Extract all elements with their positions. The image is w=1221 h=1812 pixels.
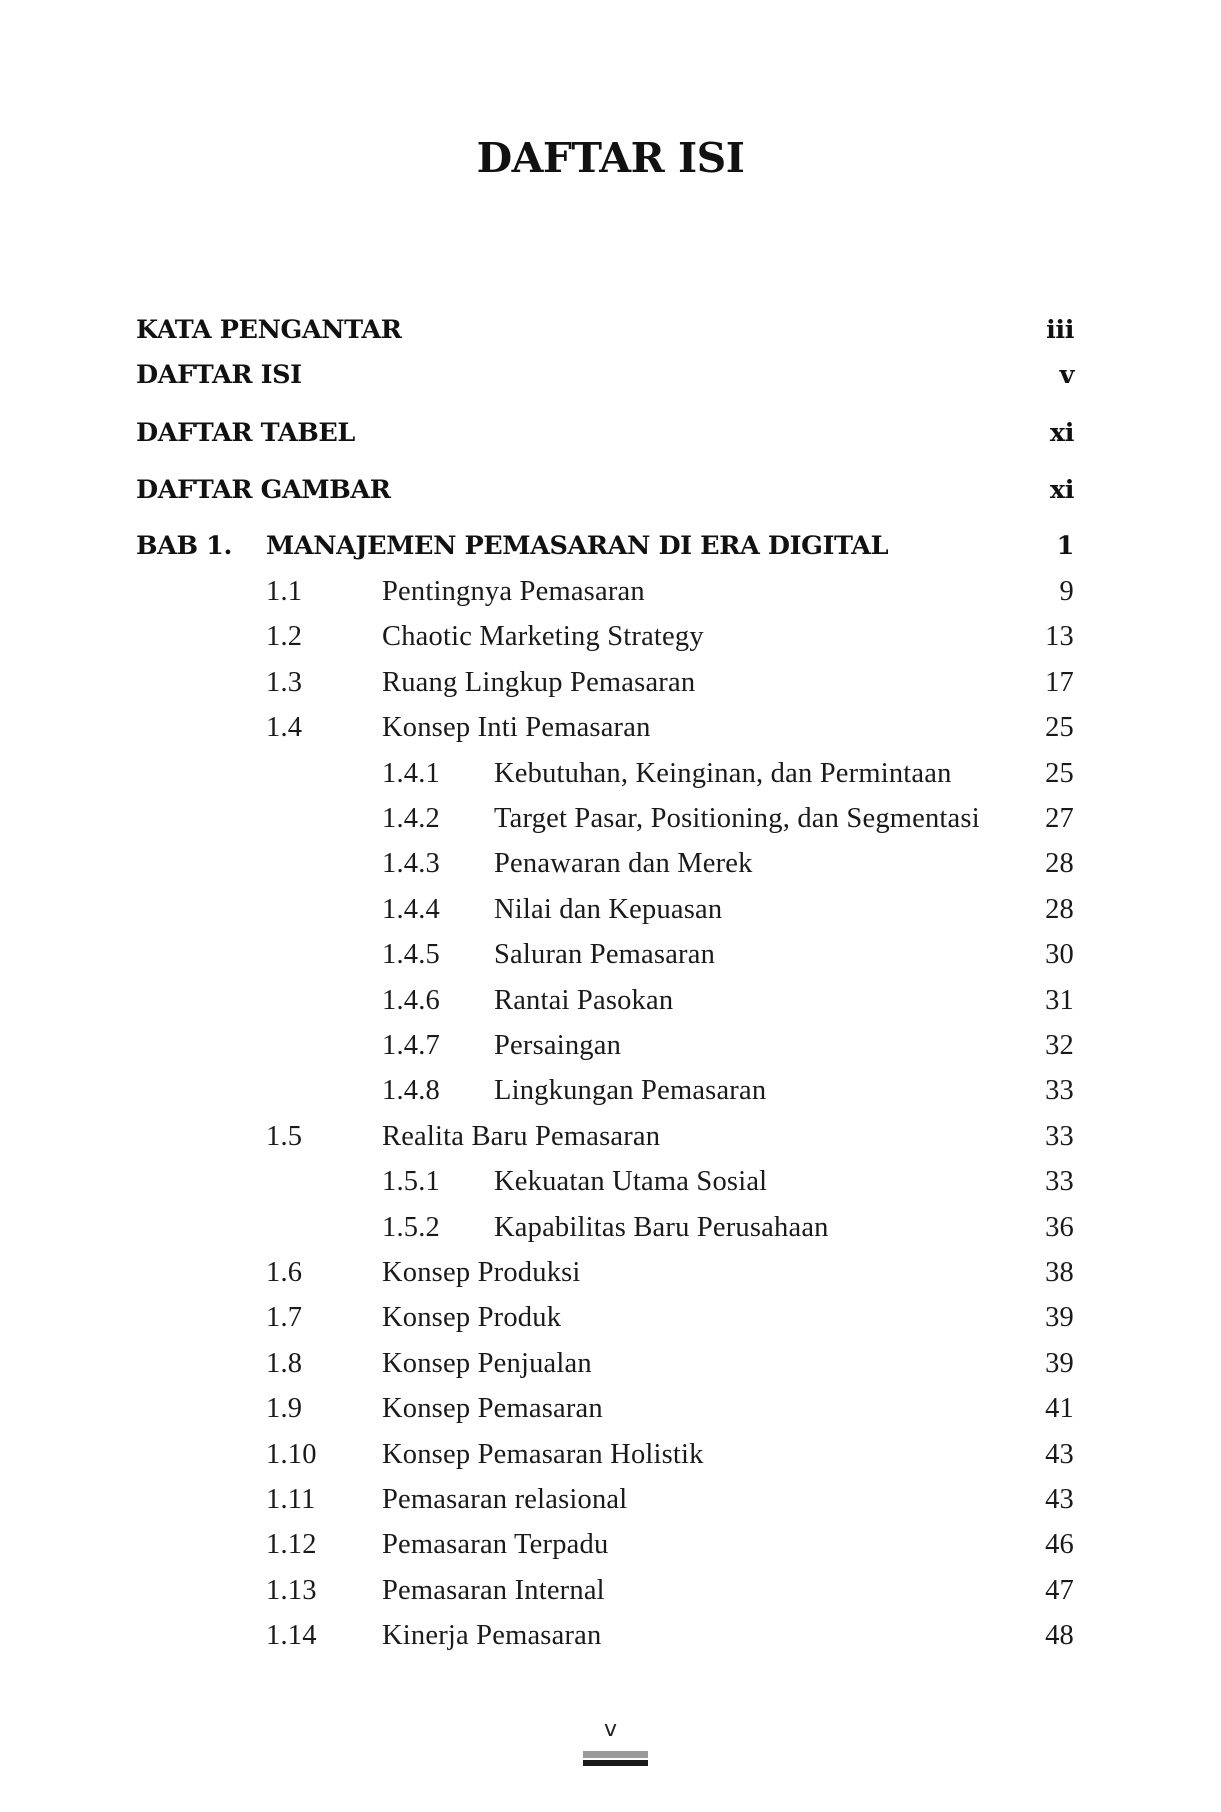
subsection-row	[0, 844, 1221, 884]
subsection-row	[0, 799, 1221, 839]
section-row	[0, 1435, 1221, 1475]
entry-title: KATA PENGANTAR	[136, 315, 402, 345]
chapter-row	[0, 526, 1221, 566]
section-number: 1.2	[266, 621, 303, 652]
section-title: Saluran Pemasaran	[494, 939, 716, 970]
section-title: Penawaran dan Merek	[494, 848, 753, 879]
section-title: Persaingan	[494, 1030, 622, 1061]
section-row	[0, 1298, 1221, 1338]
section-row	[0, 1117, 1221, 1157]
page-number-ref: 39	[1045, 1302, 1074, 1333]
section-number: 1.4.2	[382, 803, 440, 834]
front-matter-row	[0, 355, 1221, 395]
page-number-ref: 30	[1045, 939, 1074, 970]
page-number-ref: 31	[1045, 985, 1074, 1016]
section-title: Pemasaran relasional	[382, 1484, 628, 1515]
subsection-row	[0, 981, 1221, 1021]
page-title: DAFTAR ISI	[476, 134, 745, 182]
front-matter-row	[0, 413, 1221, 453]
section-row	[0, 1571, 1221, 1611]
section-title: Pemasaran Terpadu	[382, 1529, 609, 1560]
section-row	[0, 1525, 1221, 1565]
page-number-ref: 46	[1045, 1529, 1074, 1560]
section-row	[0, 1344, 1221, 1384]
section-number: 1.5.2	[382, 1212, 440, 1243]
section-title: Kapabilitas Baru Perusahaan	[494, 1212, 829, 1243]
section-title: Kekuatan Utama Sosial	[494, 1166, 768, 1197]
page-number-ref: xi	[1049, 418, 1074, 448]
page-number-ref: 13	[1045, 621, 1074, 652]
page-number-ref: 41	[1045, 1393, 1074, 1424]
section-number: 1.13	[266, 1575, 317, 1606]
entry-title: DAFTAR GAMBAR	[136, 475, 391, 505]
section-title: Konsep Penjualan	[382, 1348, 592, 1379]
page-number-ref: 43	[1045, 1439, 1074, 1470]
page-number-ref: xi	[1049, 475, 1074, 505]
footer-bar-dark	[583, 1760, 648, 1766]
subsection-row	[0, 935, 1221, 975]
section-title: Ruang Lingkup Pemasaran	[382, 667, 696, 698]
section-title: Nilai dan Kepuasan	[494, 894, 723, 925]
section-number: 1.1	[266, 576, 303, 607]
section-number: 1.10	[266, 1439, 317, 1470]
section-number: 1.9	[266, 1393, 303, 1424]
page-number-ref: 48	[1045, 1620, 1074, 1651]
page-number-ref: 33	[1045, 1166, 1074, 1197]
section-title: Konsep Produk	[382, 1302, 562, 1333]
section-row	[0, 1253, 1221, 1293]
page-number-ref: 25	[1045, 758, 1074, 789]
section-row	[0, 1616, 1221, 1656]
subsection-row	[0, 1162, 1221, 1202]
section-title: Kinerja Pemasaran	[382, 1620, 602, 1651]
section-number: 1.8	[266, 1348, 303, 1379]
section-row	[0, 1480, 1221, 1520]
subsection-row	[0, 1208, 1221, 1248]
section-title: Chaotic Marketing Strategy	[382, 621, 704, 652]
subsection-row	[0, 754, 1221, 794]
page-number-ref: 28	[1045, 894, 1074, 925]
page-number-ref: 39	[1045, 1348, 1074, 1379]
section-number: 1.4.5	[382, 939, 440, 970]
section-row	[0, 617, 1221, 657]
section-row	[0, 1389, 1221, 1429]
subsection-row	[0, 1071, 1221, 1111]
entry-title: DAFTAR ISI	[136, 360, 302, 390]
section-number: 1.4.6	[382, 985, 440, 1016]
page-number-ref: iii	[1046, 315, 1074, 345]
section-title: Lingkungan Pemasaran	[494, 1075, 767, 1106]
section-number: 1.14	[266, 1620, 317, 1651]
page-number-ref: 1	[1056, 531, 1074, 561]
page-number-ref: 33	[1045, 1121, 1074, 1152]
section-number: 1.4.8	[382, 1075, 440, 1106]
section-number: 1.4.7	[382, 1030, 440, 1061]
page-number-ref: 28	[1045, 848, 1074, 879]
section-number: 1.4	[266, 712, 303, 743]
page-number-ref: 43	[1045, 1484, 1074, 1515]
page-number-ref: 38	[1045, 1257, 1074, 1288]
page-number-ref: 33	[1045, 1075, 1074, 1106]
subsection-row	[0, 1026, 1221, 1066]
chapter-number: BAB 1.	[136, 531, 232, 561]
section-title: Konsep Pemasaran	[382, 1393, 603, 1424]
page-number-ref: 36	[1045, 1212, 1074, 1243]
page-number-ref: 32	[1045, 1030, 1074, 1061]
page-number-ref: 47	[1045, 1575, 1074, 1606]
section-title: Pemasaran Internal	[382, 1575, 605, 1606]
section-title: Pentingnya Pemasaran	[382, 576, 645, 607]
section-title: Konsep Pemasaran Holistik	[382, 1439, 704, 1470]
section-title: Kebutuhan, Keinginan, dan Permintaan	[494, 758, 952, 789]
page-number: v	[603, 1717, 618, 1742]
subsection-row	[0, 890, 1221, 930]
section-number: 1.4.1	[382, 758, 440, 789]
section-number: 1.5.1	[382, 1166, 440, 1197]
section-number: 1.12	[266, 1529, 317, 1560]
front-matter-row	[0, 310, 1221, 350]
section-number: 1.4.4	[382, 894, 440, 925]
section-title: Rantai Pasokan	[494, 985, 674, 1016]
section-number: 1.11	[266, 1484, 316, 1515]
section-number: 1.3	[266, 667, 303, 698]
section-title: Realita Baru Pemasaran	[382, 1121, 661, 1152]
section-row	[0, 708, 1221, 748]
page-number-ref: 27	[1045, 803, 1074, 834]
page-number-ref: v	[1059, 360, 1074, 390]
section-title: Target Pasar, Positioning, dan Segmentasi	[494, 803, 980, 834]
front-matter-row	[0, 470, 1221, 510]
entry-title: DAFTAR TABEL	[136, 418, 355, 448]
section-title: Konsep Inti Pemasaran	[382, 712, 651, 743]
chapter-title: MANAJEMEN PEMASARAN DI ERA DIGITAL	[266, 531, 889, 561]
section-row	[0, 572, 1221, 612]
section-row	[0, 663, 1221, 703]
page-number-ref: 17	[1045, 667, 1074, 698]
section-number: 1.4.3	[382, 848, 440, 879]
page-number-ref: 25	[1045, 712, 1074, 743]
page-number-ref: 9	[1059, 576, 1074, 607]
section-number: 1.6	[266, 1257, 303, 1288]
section-number: 1.5	[266, 1121, 303, 1152]
footer-bar-light	[583, 1751, 648, 1758]
section-title: Konsep Produksi	[382, 1257, 581, 1288]
section-number: 1.7	[266, 1302, 303, 1333]
